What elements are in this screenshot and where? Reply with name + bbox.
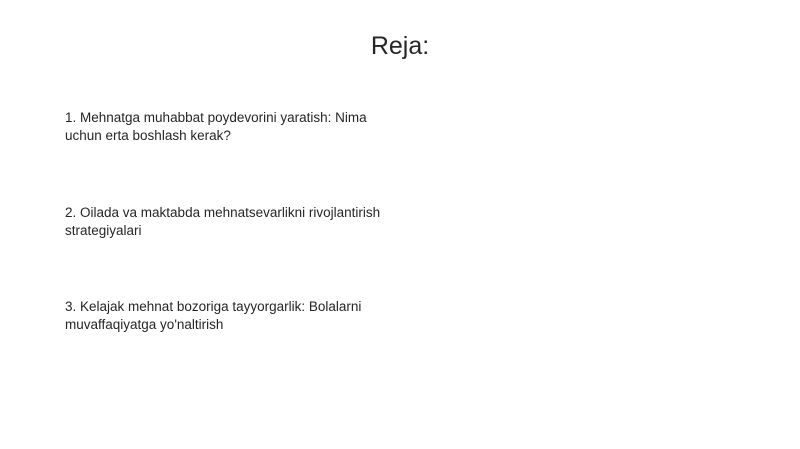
plan-item-1-line-2: uchun erta boshlash kerak? — [65, 128, 231, 143]
plan-item-3 — [65, 298, 395, 334]
plan-item-3-line-2: muvaffaqiyatga yo'naltirish — [65, 317, 224, 332]
slide-title: Reja: — [370, 32, 430, 60]
plan-item-1-line-1: 1. Mehnatga muhabbat poydevorini yaratish: Nima — [65, 110, 367, 125]
plan-item-2-line-2: strategiyalari — [65, 223, 142, 238]
plan-item-1 — [65, 109, 395, 145]
plan-item-3-line-1: 3. Kelajak mehnat bozoriga tayyorgarlik: Bolalarni — [65, 299, 362, 314]
plan-item-2-line-1: 2. Oilada va maktabda mehnatsevarlikni rivojlantirish — [65, 205, 381, 220]
plan-item-2 — [65, 204, 395, 240]
